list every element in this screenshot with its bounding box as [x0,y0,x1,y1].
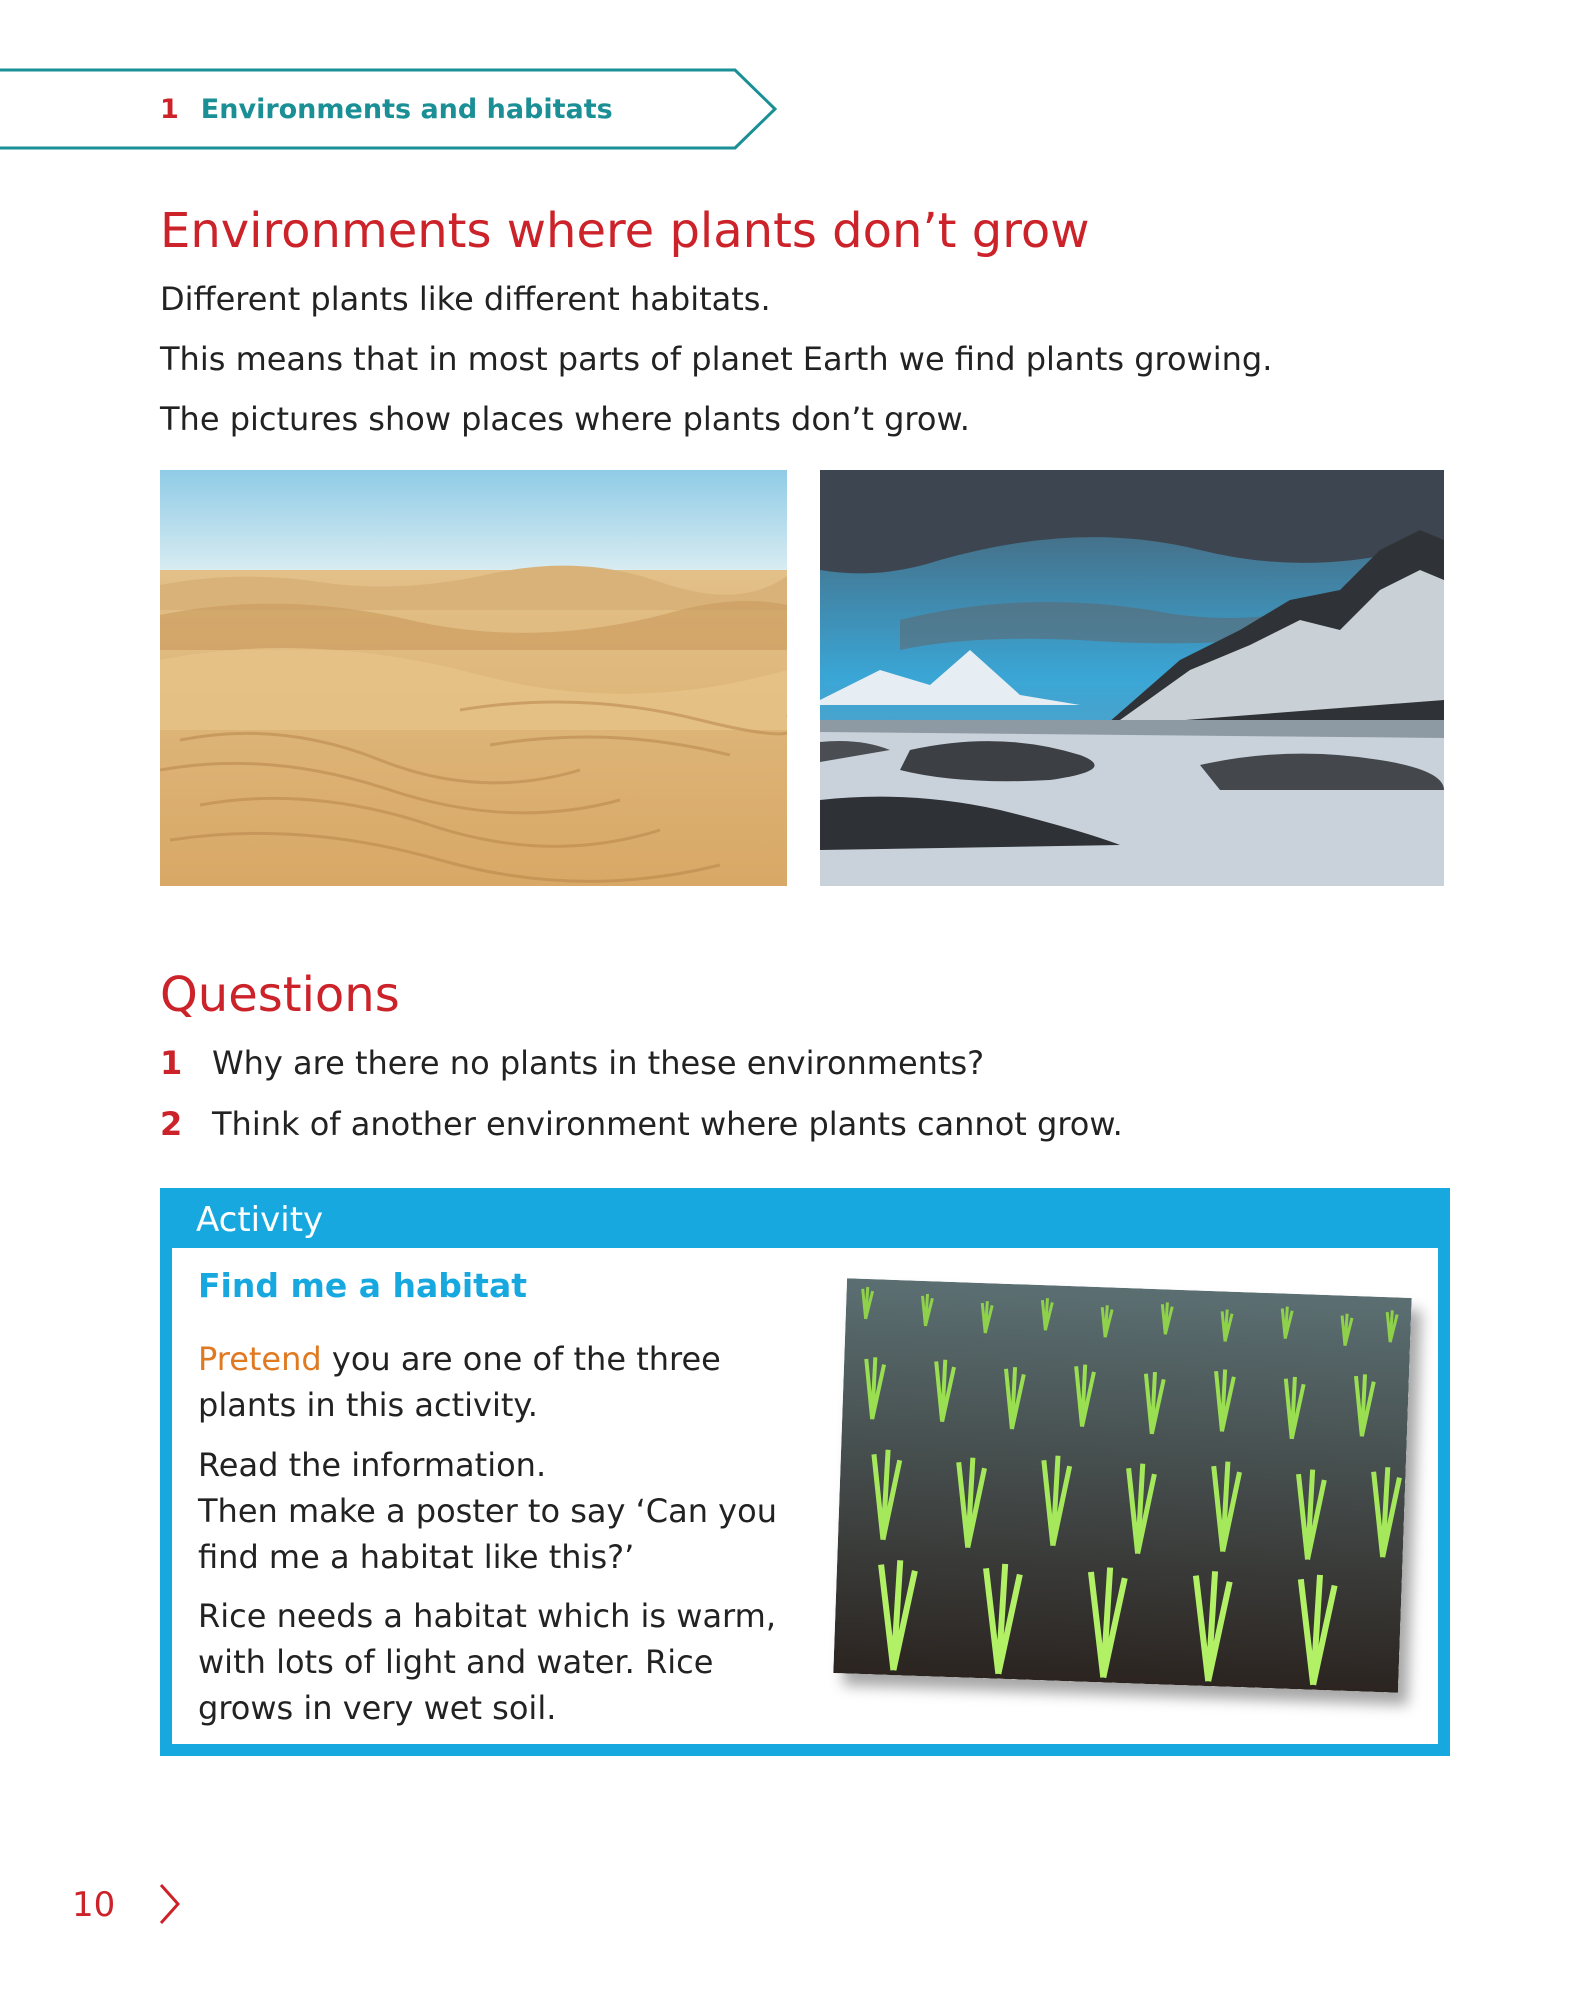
chapter-number: 1 [160,94,179,125]
question-text: Think of another environment where plants cannot grow. [212,1105,1123,1143]
activity-paragraph-2 [198,1442,798,1580]
page-number: 10 [72,1885,116,1925]
questions-title: Questions [160,967,400,1023]
activity-subtitle: Find me a habitat [198,1266,527,1305]
chevron-right-icon [158,1882,182,1926]
activity-paragraph-2-line-2: Then make a poster to say ‘Can you find me a habitat like this?’ [198,1492,777,1576]
polar-photo [820,470,1444,886]
activity-label: Activity [196,1200,324,1240]
highlight-word: Pretend [198,1340,322,1378]
rice-paddy-photo [833,1278,1411,1692]
activity-box [160,1188,1450,1756]
activity-paragraph-2-line-1: Read the information. [198,1446,547,1484]
desert-photo [160,470,787,886]
chapter-banner [0,68,790,150]
intro-paragraph-1: Different plants like different habitats. [160,280,771,318]
chapter-title: Environments and habitats [200,94,613,125]
activity-paragraph-1 [198,1336,778,1428]
question-number: 1 [160,1044,183,1082]
intro-paragraph-3: The pictures show places where plants don’t grow. [160,400,970,438]
activity-paragraph-1-rest: you are one of the three plants in this activity. [198,1340,721,1424]
chapter-heading [160,94,613,125]
question-2 [160,1105,1123,1143]
question-1 [160,1044,984,1082]
question-text: Why are there no plants in these environments? [212,1044,985,1082]
question-number: 2 [160,1105,183,1143]
section-title: Environments where plants don’t grow [160,203,1090,259]
intro-paragraph-2: This means that in most parts of planet Earth we find plants growing. [160,340,1273,378]
activity-paragraph-3: Rice needs a habitat which is warm, with lots of light and water. Rice grows in very wet soil. [198,1597,776,1727]
activity-content [172,1248,1438,1744]
